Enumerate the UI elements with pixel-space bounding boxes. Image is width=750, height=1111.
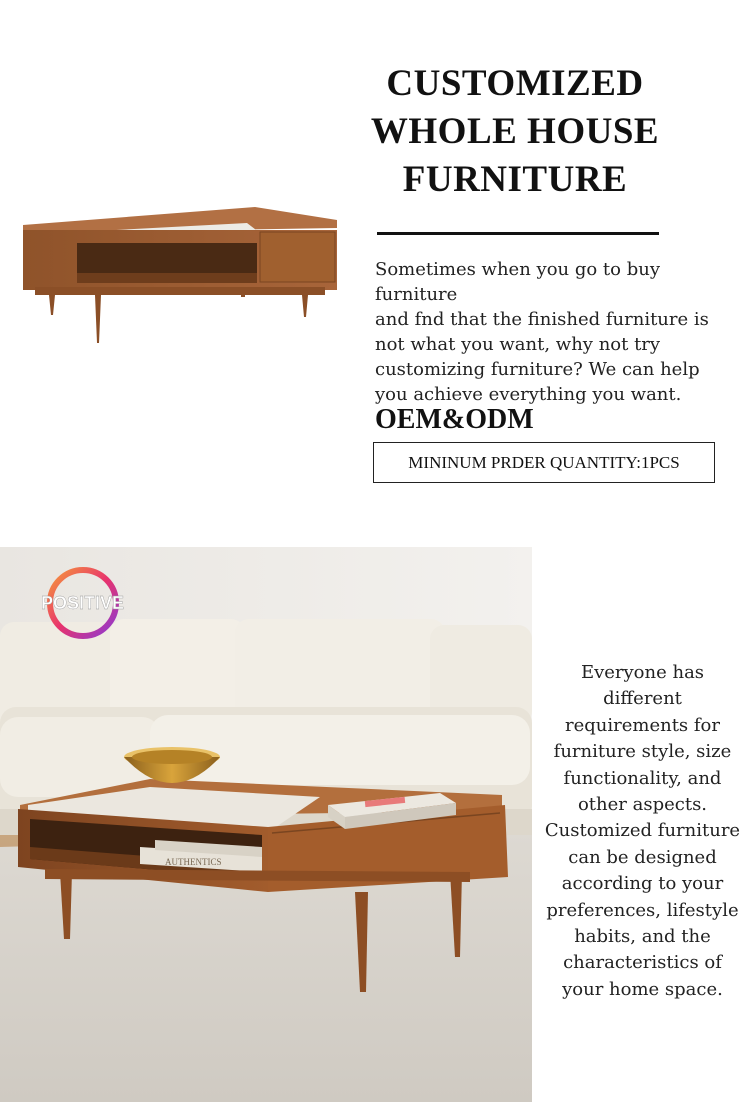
description-line: preferences, lifestyle (546, 899, 739, 921)
description-line: characteristics of (563, 952, 722, 974)
min-order-quantity-text: MININUM PRDER QUANTITY:1PCS (408, 452, 680, 472)
description-line: your home space. (562, 978, 723, 1000)
description-line: Everyone has (580, 662, 705, 683)
table-leg (302, 295, 308, 317)
hero-title (350, 60, 680, 204)
hero-title-line: CUSTOMIZED (386, 63, 644, 104)
description-line: requirements for (565, 714, 720, 736)
description-line: furniture style, size (553, 741, 732, 763)
description-line: other aspects. (577, 794, 708, 816)
shelf-base (77, 273, 257, 283)
intro-line: Sometimes when you go to buy furniture (375, 259, 661, 305)
intro-line: you achieve everything you want. (375, 384, 682, 405)
description-line: Customized furniture (544, 820, 741, 842)
intro-line: customizing furniture? We can help (375, 359, 700, 380)
title-divider (377, 232, 659, 235)
description-line: different (603, 688, 682, 710)
min-order-quantity-badge (373, 442, 715, 483)
description-paragraph (540, 660, 745, 1003)
hero-title-line: FURNITURE (402, 159, 628, 200)
sofa-seat-cushion (150, 715, 530, 785)
intro-line: not what you want, why not try (375, 334, 661, 355)
logo-wordmark: POSITIVE (40, 593, 125, 613)
coffee-table-product-image (15, 195, 345, 350)
description-line: according to your (561, 873, 724, 895)
description-line: habits, and the (574, 926, 711, 948)
intro-paragraph (375, 257, 745, 407)
apron (35, 287, 325, 295)
book-spine-text: AUTHENTICS (165, 857, 222, 867)
intro-line: and fnd that the finished furniture is (375, 309, 709, 330)
positive-brand-logo (25, 565, 140, 645)
drawer (260, 232, 335, 282)
table-leg (49, 295, 55, 315)
hero-title-line: WHOLE HOUSE (370, 111, 660, 152)
description-line: can be designed (568, 846, 717, 868)
description-line: functionality, and (563, 767, 722, 789)
table-leg (95, 295, 101, 343)
oem-odm-heading: OEM&ODM (375, 404, 534, 435)
